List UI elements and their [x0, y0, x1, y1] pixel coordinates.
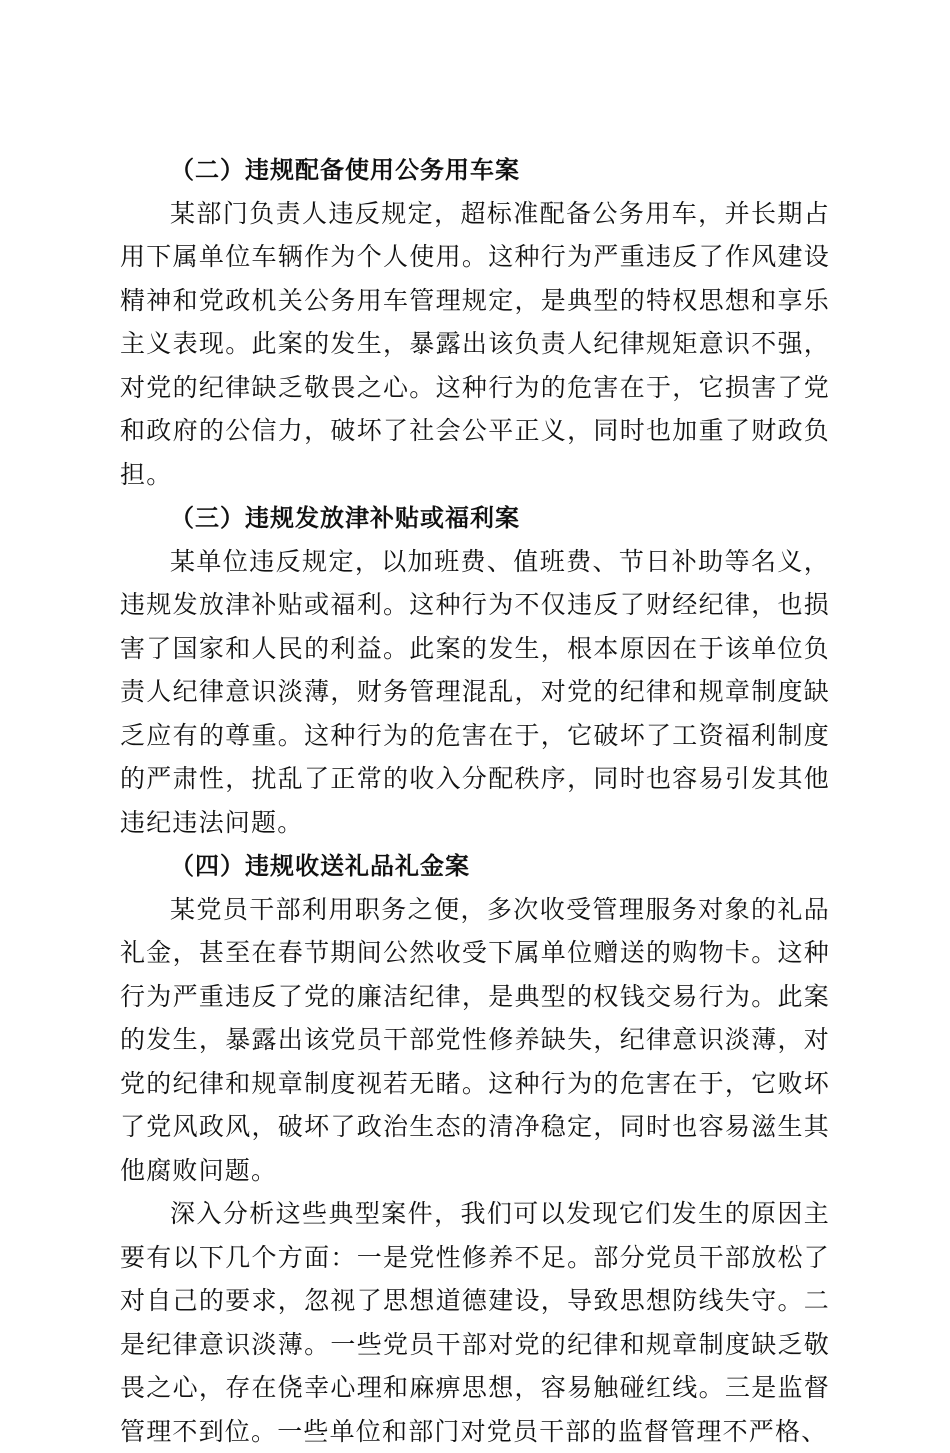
section-heading-3: （三）违规发放津补贴或福利案: [170, 503, 520, 532]
section-heading-4: （四）违规收送礼品礼金案: [170, 851, 470, 880]
section-paragraph-2: 某部门负责人违反规定，超标准配备公务用车，并长期占用下属单位车辆作为个人使用。这种行为严重违反了作风建设精神和党政机关公务用车管理规定，是典型的特权思想和享乐主义表现。此案的发生，暴露出该负责人纪律规矩意识不强，对党的纪律缺乏敬畏之心。这种行为的危害在于，它损害了党和政府的公信力，破坏了社会公平正义，同时也加重了财政负担。: [120, 198, 830, 489]
analysis-paragraph: 深入分析这些典型案件，我们可以发现它们发生的原因主要有以下几个方面：一是党性修养不足。部分党员干部放松了对自己的要求，忽视了思想道德建设，导致思想防线失守。二是纪律意识淡薄。一些党员干部对党的纪律和规章制度缺乏敬畏之心，存在侥幸心理和麻痹思想，容易触碰红线。三是监督管理不到位。一些单位和部门对党员干部的监督管理不严格、: [120, 1199, 830, 1446]
section-paragraph-4: 某党员干部利用职务之便，多次收受管理服务对象的礼品礼金，甚至在春节期间公然收受下属单位赠送的购物卡。这种行为严重违反了党的廉洁纪律，是典型的权钱交易行为。此案的发生，暴露出该党员干部党性修养缺失，纪律意识淡薄，对党的纪律和规章制度视若无睹。这种行为的危害在于，它败坏了党风政风，破坏了政治生态的清净稳定，同时也容易滋生其他腐败问题。: [120, 894, 830, 1185]
section-heading-2: （二）违规配备使用公务用车案: [170, 155, 520, 184]
section-paragraph-3: 某单位违反规定，以加班费、值班费、节日补助等名义，违规发放津补贴或福利。这种行为不仅违反了财经纪律，也损害了国家和人民的利益。此案的发生，根本原因在于该单位负责人纪律意识淡薄，财务管理混乱，对党的纪律和规章制度缺乏应有的尊重。这种行为的危害在于，它破坏了工资福利制度的严肃性，扰乱了正常的收入分配秩序，同时也容易引发其他违纪违法问题。: [120, 546, 830, 837]
document-body: [120, 148, 830, 1453]
